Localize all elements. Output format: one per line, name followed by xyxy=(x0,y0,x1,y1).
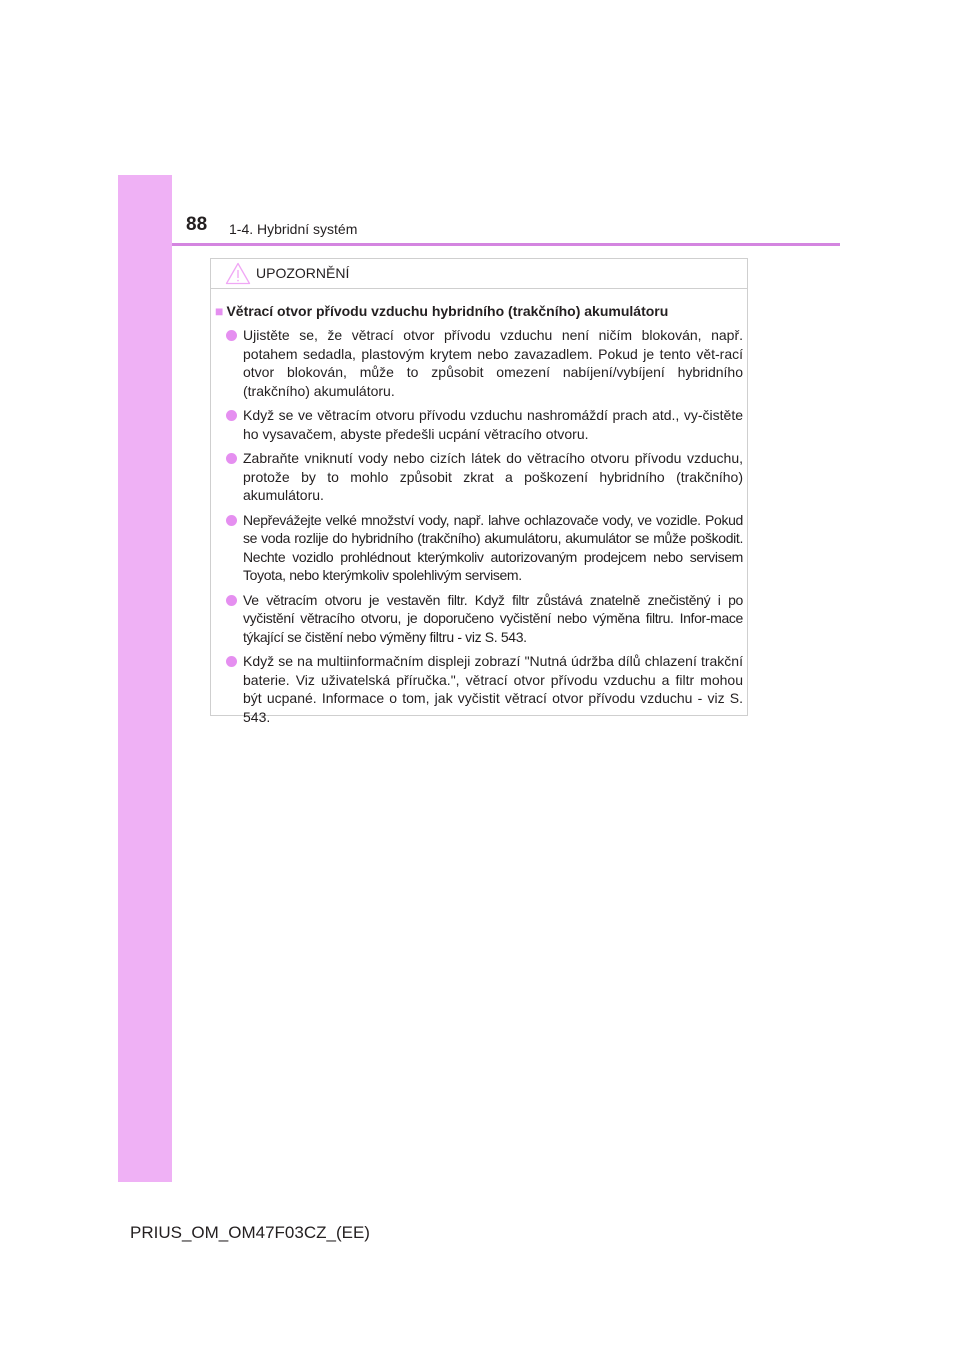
warning-section-heading xyxy=(215,301,745,321)
list-item xyxy=(225,591,743,647)
bullet-dot-icon xyxy=(226,330,237,341)
bullet-dot-icon xyxy=(226,410,237,421)
page-number: 88 xyxy=(186,214,208,235)
warning-triangle-icon xyxy=(225,262,251,285)
bullet-dot-icon xyxy=(226,656,237,667)
list-item-text: Nepřevážejte velké množství vody, např. lahve ochlazovače vody, ve vozidle. Pokud se voda rozlije do hybridního (trakčního) akumulátoru, akumulátor se může poškodit. Nechte vozidlo prohlédnout kterýmkoliv autorizovaným prodejcem nebo servisem Toyota, nebo kterýmkoliv spolehlivým servisem. xyxy=(243,511,743,583)
list-item xyxy=(225,449,743,505)
document-code-footer: PRIUS_OM_OM47F03CZ_(EE) xyxy=(130,1223,370,1242)
list-item xyxy=(225,511,743,585)
warning-label: UPOZORNĚNÍ xyxy=(256,265,350,281)
list-item xyxy=(225,326,743,400)
list-item xyxy=(225,406,743,443)
warning-header xyxy=(211,259,747,289)
warning-item-list xyxy=(225,326,743,732)
list-item xyxy=(225,652,743,726)
list-item-text: Ve větracím otvoru je vestavěn filtr. Když filtr zůstává znatelně znečistěný i po vyčistění větracího otvoru, je doporučeno vyčistění nebo výměna filtru. Infor-mace týkající se čistění nebo výměny filtru - viz S. 543. xyxy=(243,591,743,645)
list-item-text: Když se ve větracím otvoru přívodu vzduchu nashromáždí prach atd., vy-čistěte ho vysavačem, abyste předešli ucpání větracího otvoru. xyxy=(243,407,743,442)
chapter-sidebar-tab xyxy=(118,175,172,1182)
section-title: 1-4. Hybridní systém xyxy=(229,221,358,237)
list-item-text: Ujistěte se, že větrací otvor přívodu vzduchu není ničím blokován, např. potahem sedadla, plastovým krytem nebo zavazadlem. Pokud je tento vět-rací otvor blokován, může to způsobit omezení nabíjení/vybíjení hybridního (trakčního) akumulátoru. xyxy=(243,327,743,399)
warning-heading-text: Větrací otvor přívodu vzduchu hybridního (trakčního) akumulátoru xyxy=(226,303,669,319)
bullet-dot-icon xyxy=(226,515,237,526)
list-item-text: Zabraňte vniknutí vody nebo cizích látek do větracího otvoru přívodu vzduchu, protože by to mohlo způsobit zkrat a poškození hybridního (trakčního) akumulátoru. xyxy=(243,450,743,503)
bullet-dot-icon xyxy=(226,595,237,606)
square-bullet-icon: ■ xyxy=(215,303,224,319)
warning-box xyxy=(210,258,748,725)
list-item-text: Když se na multiinformačním displeji zobrazí "Nutná údržba dílů chlazení trakční baterie. Viz uživatelská příručka.", větrací otvor přívodu vzduchu a filtr mohou být ucpané. Informace o tom, jak vyčistit větrací otvor přívodu vzduchu - viz S. 543. xyxy=(243,653,743,725)
header-rule xyxy=(172,243,840,246)
bullet-dot-icon xyxy=(226,453,237,464)
